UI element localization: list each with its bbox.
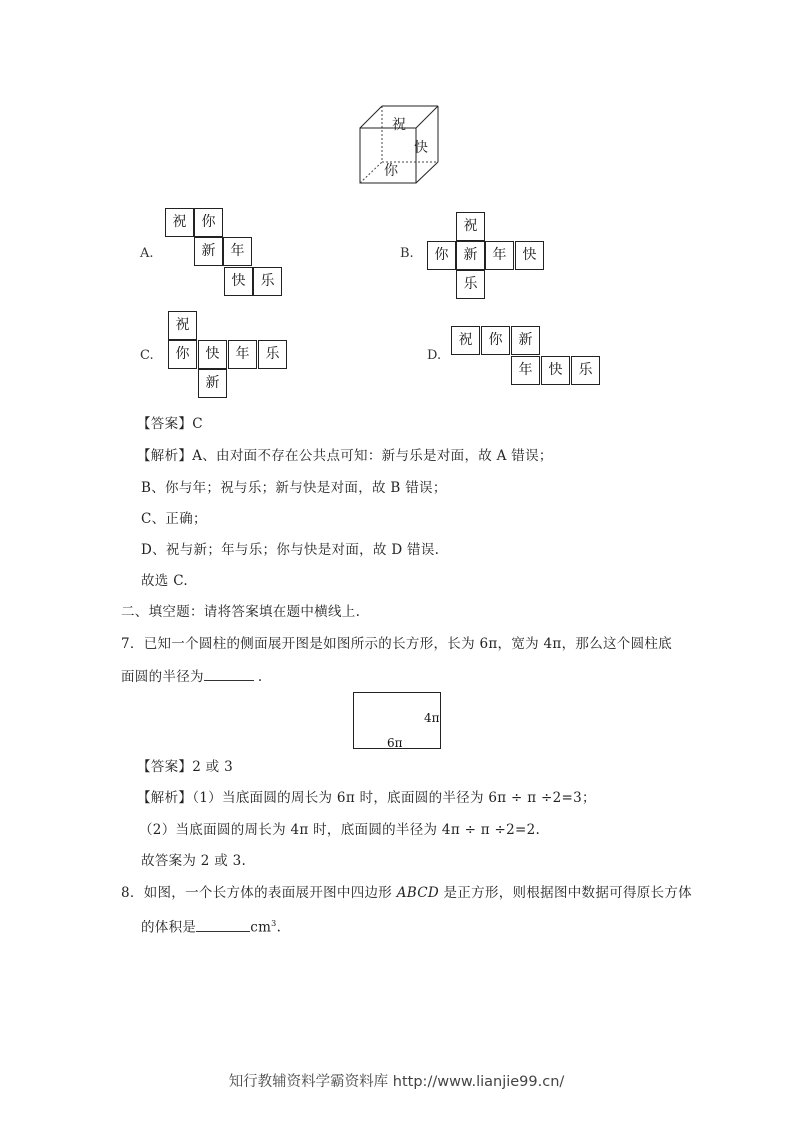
q7-question-end: . — [257, 669, 263, 685]
net-cell: 快 — [224, 267, 253, 296]
net-cell: 年 — [223, 237, 252, 266]
net-cell: 祝 — [451, 326, 480, 355]
net-cell: 你 — [194, 208, 223, 237]
net-cell: 快 — [515, 241, 544, 270]
net-cell: 年 — [485, 241, 514, 270]
q8-question-text-cont: 是正方形，则根据图中数据可得原长方体 — [438, 885, 692, 901]
q7-question-text: 面圆的半径为 — [121, 669, 204, 685]
rect-width-label: 6π — [387, 736, 403, 750]
q6-analysis-line: D、祝与新；年与乐；你与快是对面，故 D 错误. — [141, 542, 440, 558]
net-cell: 新 — [194, 237, 223, 266]
section-title: 二、填空题：请将答案填在题中横线上. — [121, 604, 361, 620]
net-cell: 祝 — [168, 311, 197, 340]
q8-question-line1 — [121, 884, 692, 902]
cube-face-top: 祝 — [392, 117, 406, 133]
net-cell: 新 — [456, 241, 485, 270]
q8-question-text: 8．如图，一个长方体的表面展开图中四边形 — [121, 885, 397, 901]
net-cell: 快 — [198, 340, 227, 369]
cube-face-right: 快 — [414, 140, 428, 156]
q8-unit: cm — [250, 919, 272, 936]
answer-blank — [196, 917, 250, 932]
answer-blank — [204, 666, 254, 681]
q6-answer: 【答案】C — [137, 416, 203, 432]
net-cell: 新 — [511, 326, 540, 355]
q7-analysis-line: （2）当底面圆的周长为 4π 时，底面圆的半径为 4π ÷ π ÷2=2. — [139, 822, 541, 838]
q8-question-text2: 的体积是 — [141, 919, 197, 936]
net-cell: 乐 — [456, 270, 485, 299]
q8-unit-exponent: 3 — [271, 919, 277, 928]
q8-question-line2 — [141, 915, 281, 937]
q7-question-line2 — [121, 666, 262, 686]
q7-analysis-line: 故答案为 2 或 3. — [141, 853, 247, 869]
net-cell: 乐 — [258, 340, 287, 369]
option-d-label: D. — [427, 348, 442, 363]
q6-analysis-line: B、你与年；祝与乐；新与快是对面，故 B 错误； — [141, 480, 447, 496]
q7-answer: 【答案】2 或 3 — [137, 759, 233, 775]
q6-analysis-line: 故选 C. — [141, 573, 188, 589]
cube-face-front: 你 — [384, 163, 398, 179]
net-cell: 祝 — [456, 212, 485, 241]
q6-analysis-line: C、正确； — [141, 511, 207, 527]
net-cell: 你 — [481, 326, 510, 355]
net-cell: 年 — [228, 340, 257, 369]
net-cell: 乐 — [571, 356, 600, 385]
net-cell: 年 — [511, 356, 540, 385]
net-cell: 你 — [427, 241, 456, 270]
q8-question-end: . — [276, 919, 282, 936]
net-cell: 祝 — [165, 208, 194, 237]
net-cell: 乐 — [253, 267, 282, 296]
net-cell: 新 — [198, 369, 227, 398]
rect-height-label: 4π — [424, 711, 440, 725]
option-a-label: A. — [140, 246, 154, 261]
q7-analysis-line: 【解析】（1）当底面圆的周长为 6π 时，底面圆的半径为 6π ÷ π ÷2=3； — [137, 790, 596, 806]
net-cell: 快 — [541, 356, 570, 385]
option-b-label: B. — [400, 246, 414, 261]
option-c-label: C. — [140, 348, 154, 363]
q8-shape-name: ABCD — [396, 885, 439, 901]
q7-question-line1: 7．已知一个圆柱的侧面展开图是如图所示的长方形，长为 6π，宽为 4π，那么这个圆柱底 — [121, 636, 672, 652]
footer-watermark: 知行教辅资料学霸资料库 http://www.lianjie99.cn/ — [228, 1074, 565, 1090]
net-cell: 你 — [168, 340, 197, 369]
q6-analysis-line: 【解析】A、由对面不存在公共点可知：新与乐是对面，故 A 错误； — [137, 448, 553, 464]
